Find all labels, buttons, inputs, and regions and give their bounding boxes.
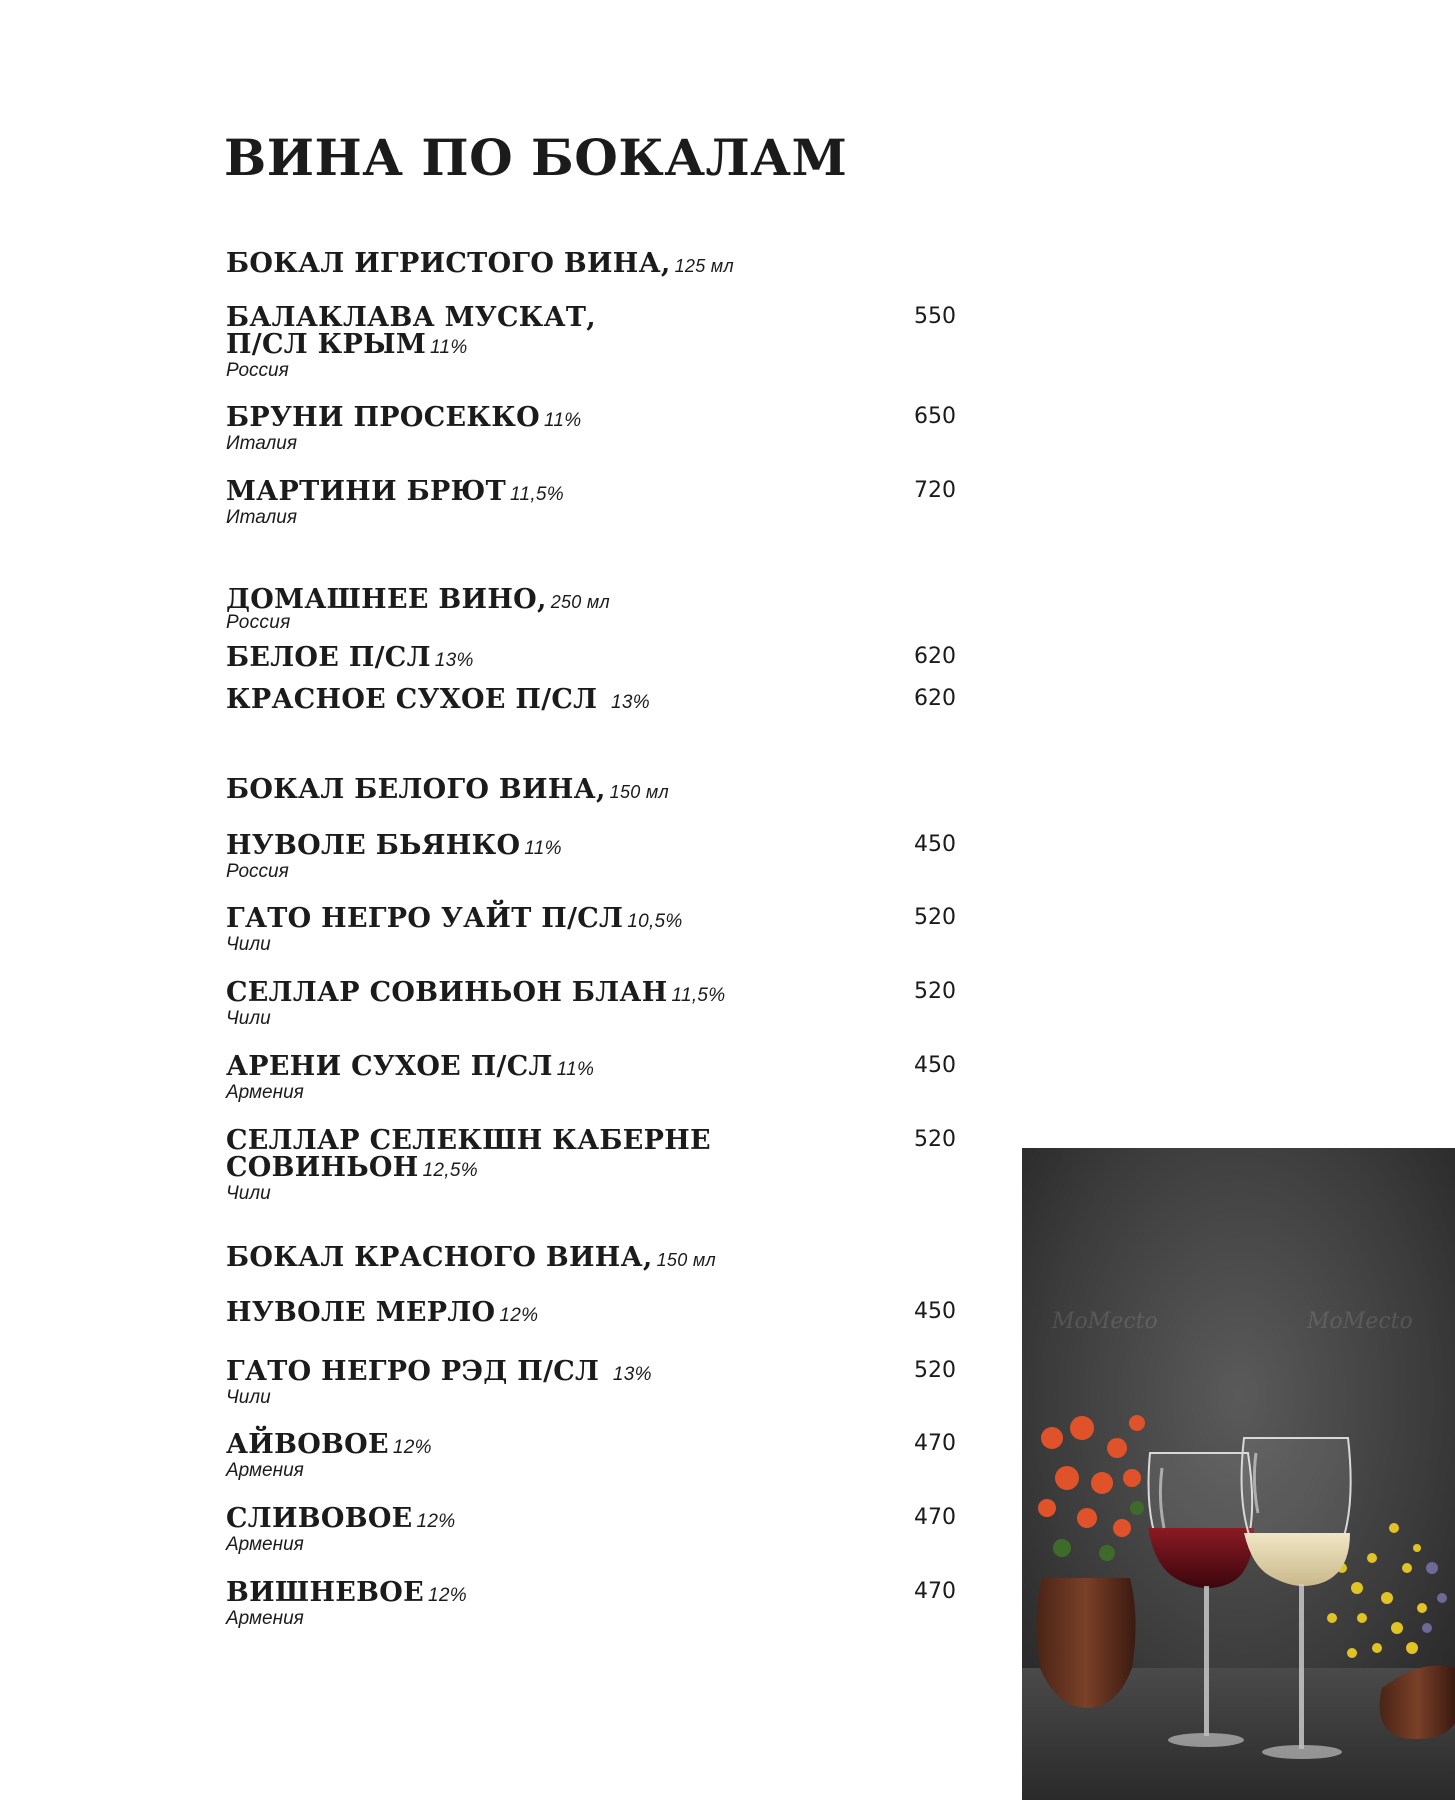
- list-item: [226, 1505, 956, 1555]
- item-name: МАРТИНИ БРЮТ 11,5%: [226, 476, 564, 507]
- section-sparkling-name: БОКАЛ ИГРИСТОГО ВИНА,: [226, 248, 671, 279]
- item-abv: 12%: [416, 1511, 456, 1532]
- section-house-origin: Россия: [226, 612, 291, 633]
- item-name: ГАТО НЕГРО РЭД П/СЛ 13%: [226, 1356, 652, 1387]
- section-house-volume: 250 мл: [550, 592, 611, 612]
- item-country: Чили: [226, 1387, 271, 1408]
- item-name: БАЛАКЛАВА МУСКАТ,: [226, 302, 596, 333]
- item-name: АЙВОВОЕ 12%: [226, 1429, 432, 1460]
- list-item: [226, 644, 956, 674]
- item-price: 520: [914, 979, 956, 1004]
- list-item: [226, 1358, 956, 1408]
- list-item: [226, 979, 956, 1029]
- item-abv: 11,5%: [510, 484, 564, 505]
- page-title: ВИНА ПО БОКАЛАМ: [224, 128, 848, 187]
- watermark: MoMecto: [1052, 1309, 1158, 1334]
- item-country: Россия: [226, 360, 289, 381]
- item-abv: 11,5%: [671, 985, 726, 1006]
- list-item: [226, 404, 956, 454]
- item-abv: 13%: [612, 1364, 652, 1385]
- section-red-volume: 150 мл: [656, 1250, 716, 1270]
- item-name-line2: СОВИНЬОН 12,5%: [226, 1152, 478, 1183]
- item-price: 520: [914, 905, 956, 930]
- item-abv: 13%: [434, 650, 474, 671]
- section-red-header: [226, 1242, 716, 1273]
- item-abv: 10,5%: [627, 911, 683, 932]
- section-white-name: БОКАЛ БЕЛОГО ВИНА,: [226, 774, 606, 805]
- item-country: Чили: [226, 1183, 271, 1204]
- item-name: СЕЛЛАР СЕЛЕКШН КАБЕРНЕ: [226, 1125, 711, 1156]
- item-abv: 11%: [556, 1059, 595, 1080]
- item-name: БЕЛОЕ П/СЛ 13%: [226, 642, 474, 673]
- section-sparkling-volume: 125 мл: [674, 256, 734, 276]
- item-country: Армения: [226, 1534, 304, 1555]
- wine-glasses-photo: [1022, 1148, 1455, 1800]
- item-name: АРЕНИ СУХОЕ П/СЛ 11%: [226, 1051, 595, 1082]
- watermark: MoMecto: [1307, 1309, 1413, 1334]
- item-name: ГАТО НЕГРО УАЙТ П/СЛ 10,5%: [226, 903, 683, 934]
- item-country: Италия: [226, 507, 297, 528]
- item-price: 550: [914, 304, 956, 329]
- list-item: [226, 1579, 956, 1629]
- item-name-line2: П/СЛ КРЫМ 11%: [226, 329, 468, 360]
- item-name: КРАСНОЕ СУХОЕ П/СЛ 13%: [226, 684, 650, 715]
- item-price: 620: [914, 686, 956, 711]
- list-item: [226, 478, 956, 528]
- item-abv: 11%: [430, 337, 468, 358]
- item-abv: 11%: [524, 838, 562, 859]
- item-name: СЛИВОВОЕ 12%: [226, 1503, 456, 1534]
- item-country: Чили: [226, 934, 271, 955]
- list-item: [226, 1431, 956, 1481]
- list-item: [226, 905, 956, 955]
- section-white-volume: 150 мл: [609, 782, 669, 802]
- list-item: [226, 686, 956, 716]
- section-red-name: БОКАЛ КРАСНОГО ВИНА,: [226, 1242, 653, 1273]
- item-price: 720: [914, 478, 956, 503]
- wine-glasses-illustration: [1022, 1148, 1455, 1800]
- item-price: 520: [914, 1358, 956, 1383]
- item-price: 650: [914, 404, 956, 429]
- list-item: [226, 304, 956, 381]
- item-price: 450: [914, 1053, 956, 1078]
- item-name: НУВОЛЕ МЕРЛО 12%: [226, 1297, 539, 1328]
- list-item: [226, 1053, 956, 1103]
- item-name: ВИШНЕВОЕ 12%: [226, 1577, 467, 1608]
- item-country: Армения: [226, 1608, 304, 1629]
- item-abv: 12%: [427, 1585, 467, 1606]
- item-price: 470: [914, 1505, 956, 1530]
- item-abv: 12,5%: [422, 1160, 478, 1181]
- item-country: Армения: [226, 1082, 304, 1103]
- item-country: Россия: [226, 861, 289, 882]
- item-country: Чили: [226, 1008, 271, 1029]
- item-abv: 11%: [543, 410, 582, 431]
- list-item: [226, 1127, 956, 1204]
- item-price: 470: [914, 1431, 956, 1456]
- item-abv: 12%: [392, 1437, 432, 1458]
- item-price: 450: [914, 832, 956, 857]
- section-sparkling-header: [226, 248, 734, 279]
- section-white-header: [226, 774, 669, 805]
- item-price: 450: [914, 1299, 956, 1324]
- item-abv: 13%: [611, 692, 650, 713]
- item-name: НУВОЛЕ БЬЯНКО 11%: [226, 830, 562, 861]
- item-country: Италия: [226, 433, 297, 454]
- item-country: Армения: [226, 1460, 304, 1481]
- list-item: [226, 832, 956, 882]
- item-price: 620: [914, 644, 956, 669]
- item-price: 520: [914, 1127, 956, 1152]
- section-house-name: ДОМАШНЕЕ ВИНО,: [226, 584, 547, 615]
- section-house-header: [226, 584, 610, 633]
- list-item: [226, 1299, 956, 1329]
- item-name: СЕЛЛАР СОВИНЬОН БЛАН 11,5%: [226, 977, 726, 1008]
- item-price: 470: [914, 1579, 956, 1604]
- item-abv: 12%: [499, 1305, 539, 1326]
- item-name: БРУНИ ПРОСЕККО 11%: [226, 402, 582, 433]
